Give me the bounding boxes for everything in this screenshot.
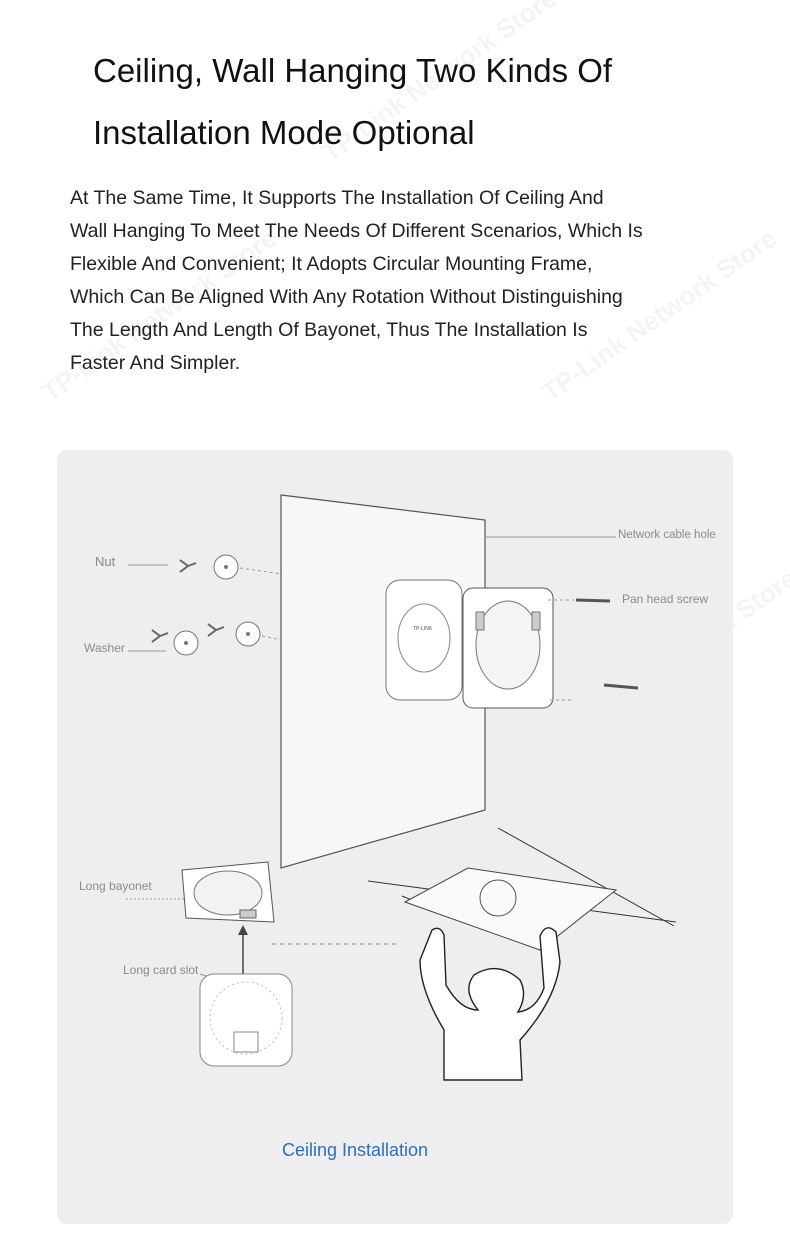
- ceiling-installation-caption: Ceiling Installation: [281, 1140, 429, 1160]
- wing-nut-icon: [180, 560, 196, 572]
- washer-hole: [184, 641, 188, 645]
- title-line-1: Ceiling, Wall Hanging Two Kinds Of: [93, 52, 613, 89]
- washer-guide: [262, 636, 282, 640]
- description-line: Flexible And Convenient; It Adopts Circular Mounting Frame,: [70, 253, 593, 275]
- long-bayonet-label: Long bayonet: [79, 879, 152, 893]
- screw-icon: [604, 685, 638, 688]
- washer-label: Washer: [84, 641, 125, 655]
- washer-hole: [224, 565, 228, 569]
- title-line-2: Installation Mode Optional: [93, 114, 475, 151]
- long-card-slot-label: Long card slot: [123, 963, 199, 977]
- pan-head-screw-label: Pan head screw: [622, 592, 709, 606]
- bayonet-ring: [194, 871, 262, 915]
- washer-hole: [246, 632, 250, 636]
- network-cable-hole-label: Network cable hole: [618, 529, 716, 541]
- arrow-head: [238, 925, 248, 935]
- wing-nut-icon: [208, 624, 224, 636]
- wing-nut-icon: [152, 630, 168, 642]
- screw-icon: [576, 600, 610, 601]
- bracket-tab: [476, 612, 484, 630]
- access-point-device: [386, 580, 462, 700]
- nut-label: Nut: [95, 554, 116, 569]
- description-line: Wall Hanging To Meet The Needs Of Different Scenarios, Which Is: [70, 220, 643, 242]
- bayonet-tab: [240, 910, 256, 918]
- nut-guide: [240, 568, 282, 574]
- bracket-tab: [532, 612, 540, 630]
- person-installing: [420, 928, 560, 1080]
- description-line: Faster And Simpler.: [70, 352, 241, 374]
- bracket-ring: [476, 601, 540, 689]
- brand-logo: TP-LINK: [413, 626, 433, 632]
- description-line: At The Same Time, It Supports The Installation Of Ceiling And: [70, 187, 604, 209]
- description-line: The Length And Length Of Bayonet, Thus The Installation Is: [70, 319, 588, 341]
- description-line: Which Can Be Aligned With Any Rotation Without Distinguishing: [70, 286, 623, 308]
